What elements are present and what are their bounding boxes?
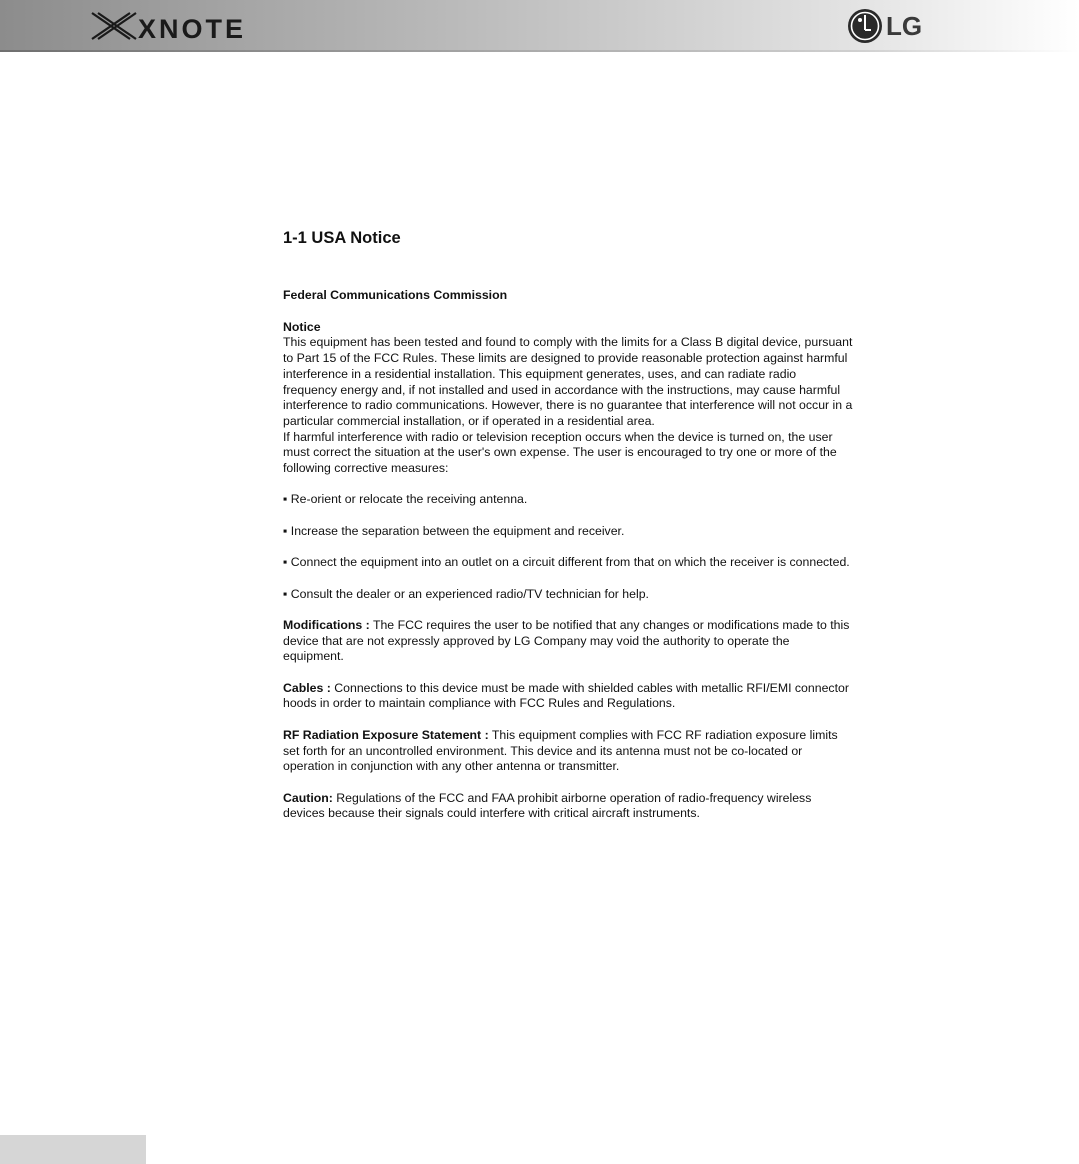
footer-page-tab [0,1135,146,1164]
notice-paragraph-1: This equipment has been tested and found to comply with the limits for a Class B digital device, pursuant to Part 15 of the FCC Rules. These limits are designed to provide reasonable protection against harmful interference in a residential installation. This equipment generates, uses, and can radiate radio frequency energy and, if not installed and used in accordance with the instructions, may cause harmful interference to radio communications. However, there is no guarantee that interference will not occur in a particular commercial installation, or if operated in a residential area. [283,335,853,428]
header-shadow [0,50,1079,52]
org-title: Federal Communications Commission [283,288,508,302]
modifications-text: The FCC requires the user to be notified that any changes or modifications made to this device that are not expressly approved by LG Company may void the authority to operate the equipment. [283,617,850,664]
notice-paragraph-2: If harmful interference with radio or television reception occurs when the device is turned on, the user must correct the situation at the user's own expense. The user is encouraged to try one or more of the following corrective measures: [283,429,837,476]
xnote-logo-text: XNOTE [138,14,247,42]
document-body [283,228,853,822]
lg-logo-text: LG [886,11,923,41]
bullet-item: ▪ Connect the equipment into an outlet on a circuit different from that on which the receiver is connected. [283,555,850,570]
bullet-item: ▪ Consult the dealer or an experienced radio/TV technician for help. [283,586,649,601]
rf-paragraph [283,728,853,775]
cables-text: Connections to this device must be made with shielded cables with metallic RFI/EMI connector hoods in order to maintain compliance with FCC Rules and Regulations. [283,680,849,711]
lg-logo [846,6,936,46]
page-header [0,0,1079,52]
cables-label: Cables : [283,680,331,695]
section-title: 1-1 USA Notice [283,229,401,247]
caution-label: Caution: [283,790,333,805]
bullet-item: ▪ Re-orient or relocate the receiving antenna. [283,492,528,507]
modifications-paragraph [283,618,853,665]
rf-text: This equipment complies with FCC RF radiation exposure limits set forth for an uncontrolled environment. This device and its antenna must not be co-located or operation in conjunction with any other antenna or transmitter. [283,727,838,774]
rf-label: RF Radiation Exposure Statement : [283,727,489,742]
caution-paragraph [283,791,853,822]
bullet-item: ▪ Increase the separation between the equipment and receiver. [283,523,625,538]
caution-text: Regulations of the FCC and FAA prohibit airborne operation of radio-frequency wireless devices because their signals could interfere with critical aircraft instruments. [283,790,812,821]
modifications-label: Modifications : [283,617,370,632]
notice-label: Notice [283,319,321,334]
cables-paragraph [283,681,853,712]
xnote-logo [90,10,285,42]
